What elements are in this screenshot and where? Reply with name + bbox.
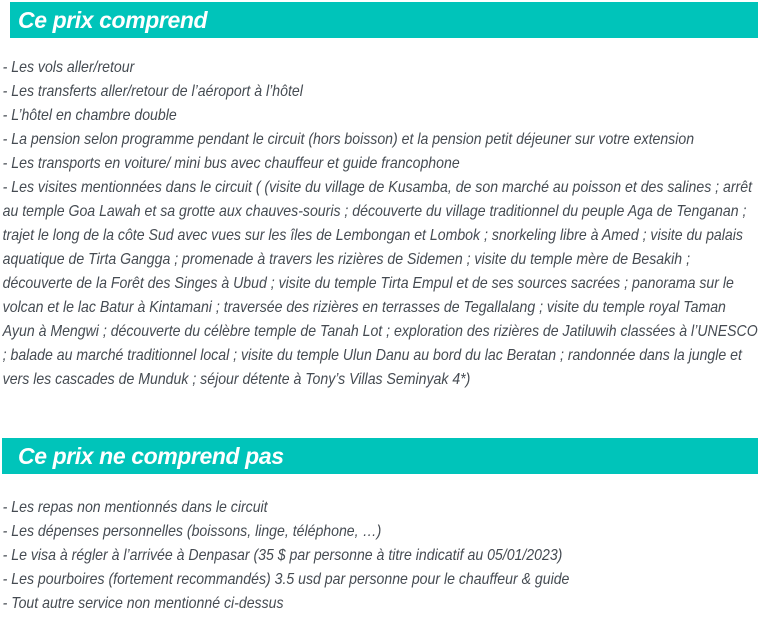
- excluded-item-meals: - Les repas non mentionnés dans le circuit: [2, 499, 268, 516]
- excluded-section-title: Ce prix ne comprend pas: [18, 442, 284, 469]
- included-section-list: [0, 56, 758, 392]
- included-item-meals: - La pension selon programme pendant le circuit (hors boisson) et la pension petit déjeuner sur votre extension: [2, 131, 695, 148]
- excluded-item-personal-expenses: - Les dépenses personnelles (boissons, linge, téléphone, …): [2, 523, 382, 540]
- included-item-transfers: - Les transferts aller/retour de l’aéroport à l’hôtel: [2, 83, 303, 100]
- included-item-flights: - Les vols aller/retour: [2, 59, 135, 76]
- included-section-title: Ce prix comprend: [18, 6, 208, 33]
- price-document-page: [0, 2, 758, 630]
- included-item-visits-paragraph: - Les visites mentionnées dans le circuit ( (visite du village de Kusamba, de son marché au poisson et des salines ; arrêt au temple Goa Lawah et sa grotte aux chauves-souris ; découverte du village traditionnel du peuple Aga de Tenganan ; trajet le long de la côte Sud avec vues sur les îles de Lembongan et Lombok ; snorkeling libre à Amed ; visite du palais aquatique de Tirta Gangga ; promenade à travers les rizières de Sidemen ; visite du temple mère de Besakih ; découverte de la Forêt des Singes à Ubud ; visite du temple Tirta Empul et de ses sources sacrées ; panorama sur le volcan et le lac Batur à Kintamani ; traversée des rizières en terrasses de Tegallalang ; visite du temple royal Taman Ayun à Mengwi ; découverte du célèbre temple de Tanah Lot ; exploration des rizières de Jatiluwih classées à l’UNESCO ; balade au marché traditionnel local ; visite du temple Ulun Danu au bord du lac Beratan ; randonnée dans la jungle et vers les cascades de Munduk ; séjour détente à Tony’s Villas Seminyak 4*): [2, 179, 758, 388]
- excluded-section-header: [2, 438, 758, 474]
- excluded-item-visa: - Le visa à régler à l’arrivée à Denpasar (35 $ par personne à titre indicatif au 05/01/2023): [2, 547, 563, 564]
- excluded-item-tips: - Les pourboires (fortement recommandés) 3.5 usd par personne pour le chauffeur & guide: [2, 571, 570, 588]
- included-section-header: [10, 2, 758, 38]
- included-item-transport: - Les transports en voiture/ mini bus avec chauffeur et guide francophone: [2, 155, 460, 172]
- included-item-hotel: - L’hôtel en chambre double: [2, 107, 177, 124]
- excluded-section-list: [0, 496, 758, 616]
- excluded-item-other-services: - Tout autre service non mentionné ci-dessus: [2, 595, 284, 612]
